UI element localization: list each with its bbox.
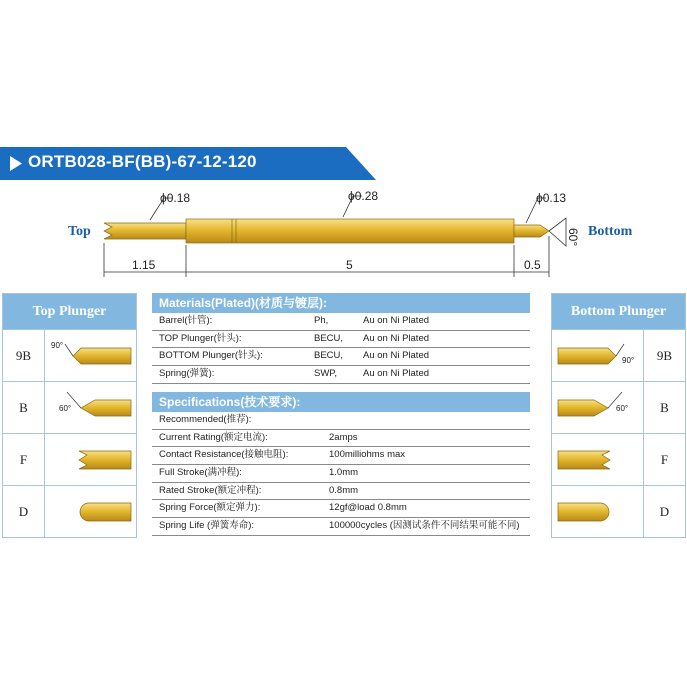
spec-row: Contact Resistance(接触电阻): 100milliohms max — [152, 447, 530, 465]
top-plunger-shape — [104, 223, 186, 239]
materials-row: TOP Plunger(针头): BECU, Au on Ni Plated — [152, 331, 530, 349]
bottom-plunger-table — [551, 293, 686, 538]
spec-row: Spring Life (弹簧寿命): 100000cycles (因测试条件不同结果可能不同) — [152, 518, 530, 536]
specifications-title: Specifications(技术要求): — [152, 392, 530, 412]
spec-row: Rated Stroke(额定冲程): 0.8mm — [152, 483, 530, 501]
tip-code: F — [3, 434, 45, 485]
tip-code: D — [3, 486, 45, 537]
spec-row: Full Stroke(满冲程): 1.0mm — [152, 465, 530, 483]
barrel-length-label: 5 — [346, 258, 353, 272]
bottom-plunger-row-f — [552, 434, 685, 486]
tip-code: 9B — [643, 330, 685, 381]
bottom-plunger-row-9b — [552, 330, 685, 382]
top-tip-f-shape — [45, 434, 136, 485]
spec-row: Spring Force(额定弹力): 12gf@load 0.8mm — [152, 500, 530, 518]
bottom-plunger-title: Bottom Plunger — [552, 294, 685, 330]
bottom-tip-angle-label: 60° — [566, 228, 580, 247]
tip-code: B — [3, 382, 45, 433]
bottom-tip-f-shape — [552, 434, 643, 485]
top-tip-9b-shape — [45, 330, 136, 381]
part-number-title: ORTB028-BF(BB)-67-12-120 — [28, 152, 257, 171]
top-plunger-row-b — [3, 382, 136, 434]
top-plunger-row-f — [3, 434, 136, 486]
top-tip-d-shape — [45, 486, 136, 537]
tip-code: B — [643, 382, 685, 433]
top-tip-diameter-label: ϕ0.18 — [160, 191, 191, 205]
spec-row: Current Rating(额定电流): 2amps — [152, 430, 530, 448]
materials-title: Materials(Plated)(材质与镀层): — [152, 293, 530, 313]
spec-row: Recommended(推荐): — [152, 412, 530, 430]
bottom-tip-b-shape — [552, 382, 643, 433]
materials-section — [152, 293, 530, 384]
bottom-plunger-row-d — [552, 486, 685, 537]
materials-row: Barrel(针管): Ph, Au on Ni Plated — [152, 313, 530, 331]
top-plunger-row-9b — [3, 330, 136, 382]
top-end-label: Top — [68, 224, 91, 239]
bottom-length-label: 0.5 — [524, 258, 541, 272]
top-plunger-row-d — [3, 486, 136, 537]
bottom-tip-diameter-label: ϕ0.13 — [536, 191, 567, 205]
tip-angle-label: 90° — [622, 356, 635, 365]
tip-angle-label: 90° — [51, 341, 64, 350]
barrel-diameter-label: ϕ0.28 — [348, 189, 379, 203]
bottom-tip-d-shape — [552, 486, 643, 537]
top-length-label: 1.15 — [132, 258, 156, 272]
top-plunger-title: Top Plunger — [3, 294, 136, 330]
specifications-section — [152, 392, 530, 536]
tip-code: F — [643, 434, 685, 485]
materials-row: BOTTOM Plunger(针头): BECU, Au on Ni Plated — [152, 348, 530, 366]
bottom-plunger-row-b — [552, 382, 685, 434]
tip-code: 9B — [3, 330, 45, 381]
top-tip-b-shape — [45, 382, 136, 433]
probe-drawing — [0, 0, 687, 290]
bottom-tip-9b-shape — [552, 330, 643, 381]
bottom-end-label: Bottom — [588, 224, 633, 239]
tip-code: D — [643, 486, 685, 537]
materials-row: Spring(弹簧): SWP, Au on Ni Plated — [152, 366, 530, 384]
top-plunger-table — [2, 293, 137, 538]
tip-angle-label: 60° — [59, 404, 72, 413]
barrel-shape — [186, 219, 514, 243]
tip-angle-label: 60° — [616, 404, 629, 413]
bottom-plunger-shape — [514, 225, 549, 237]
